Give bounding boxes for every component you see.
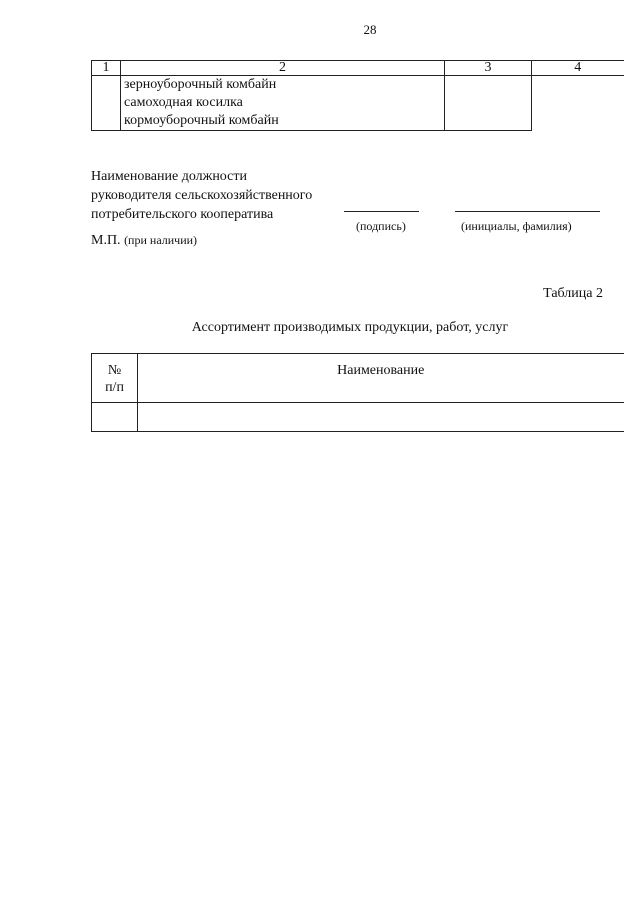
- table-title: Ассортимент производимых продукции, работ, услуг: [191, 320, 509, 335]
- list-item: зерноуборочный комбайн: [124, 77, 277, 92]
- position-line: потребительского кооператива: [91, 207, 274, 222]
- list-item: самоходная косилка: [124, 95, 243, 110]
- table-cell: [138, 403, 624, 432]
- assortment-table: [91, 353, 624, 432]
- table-cell: [92, 403, 138, 432]
- name-caption: (инициалы, фамилия): [461, 219, 572, 233]
- position-title: [91, 167, 312, 224]
- table-cell: [92, 76, 121, 131]
- table-row: [92, 403, 624, 432]
- table-cell: [445, 76, 532, 131]
- equipment-table: [91, 60, 624, 131]
- list-item: кормоуборочный комбайн: [124, 113, 279, 128]
- column-header-number: [92, 354, 138, 403]
- equipment-list-cell: [121, 76, 445, 131]
- name-line: [455, 211, 600, 212]
- position-line: Наименование должности: [91, 169, 247, 184]
- position-line: руководителя сельскохозяйственного: [91, 188, 313, 203]
- column-header-4: 4: [532, 61, 624, 76]
- stamp-label: М.П.: [91, 233, 121, 248]
- table-row: [92, 76, 624, 131]
- table-header-row: [92, 354, 624, 403]
- column-header-3: 3: [445, 61, 532, 76]
- signature-line: [344, 211, 419, 212]
- number-sign: №: [107, 363, 122, 378]
- page-number: 28: [363, 22, 377, 37]
- stamp-note: (при наличии): [124, 233, 198, 247]
- signature-caption: (подпись): [356, 219, 406, 233]
- table-header-row: [92, 61, 624, 76]
- table-cell: [532, 76, 624, 131]
- table-label: Таблица 2: [543, 286, 603, 301]
- column-header-1: 1: [92, 61, 121, 76]
- number-abbr: п/п: [105, 380, 124, 395]
- stamp-place: [91, 233, 197, 249]
- column-header-name: Наименование: [138, 354, 624, 403]
- column-header-2: 2: [121, 61, 445, 76]
